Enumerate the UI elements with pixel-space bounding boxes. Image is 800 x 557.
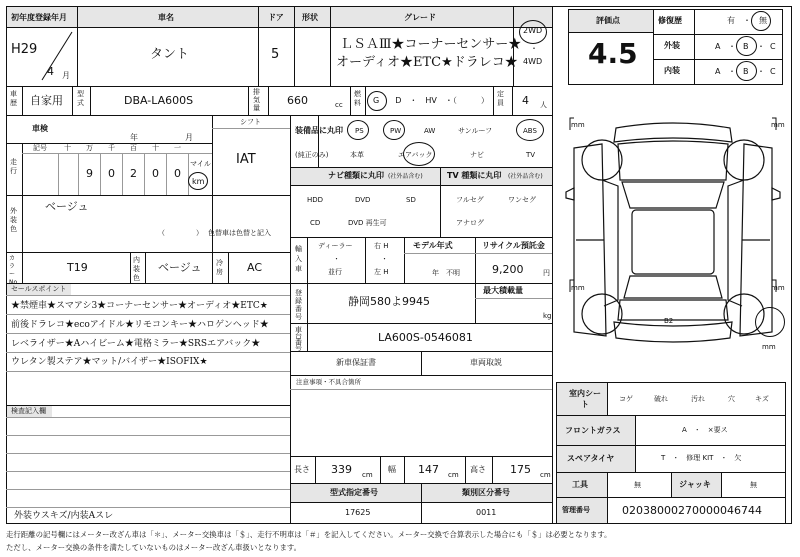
mileage-mark-label: 記号 — [33, 144, 47, 152]
exterior-grade-a: A — [715, 42, 721, 51]
footer-line-2: ただし、メーター交換の条件を満たしていないものはメーター改ざん車扱いとなります。 — [6, 543, 302, 552]
capacity-value: 4 — [522, 94, 529, 107]
chassis-value: LA600S-0546081 — [378, 331, 473, 344]
tv-note: (社外品含む) — [508, 173, 543, 180]
width-unit: cm — [448, 471, 459, 479]
navi-note: (社外品含む) — [388, 173, 423, 180]
mile-label: マイル — [190, 160, 211, 168]
jack-label: ジャッキ — [679, 480, 711, 489]
max-load-label: 最大積載量 — [483, 286, 523, 295]
equip-airbag: エアバック — [398, 151, 433, 159]
height-value: 175 — [510, 463, 531, 476]
mileage-digit-1: 0 — [174, 167, 181, 180]
new-warranty: 新車保証書 — [336, 358, 376, 367]
shift-label: シフト — [240, 118, 261, 126]
equip-abs: ABS — [523, 127, 537, 135]
import-dot-2: ・ — [381, 255, 388, 263]
first-reg-month: 4 — [47, 65, 54, 78]
category-value: 0011 — [476, 508, 497, 517]
inspector-note: 外装ウスキズ/内装Aスレ — [14, 511, 114, 521]
shift-value: IAT — [236, 152, 256, 167]
tire-mm-front-right: mm — [771, 121, 785, 129]
score-value: 4.5 — [588, 37, 638, 70]
recycle-label: リサイクル預託金 — [482, 241, 545, 250]
drive-2wd-circle — [519, 20, 547, 44]
height-unit: cm — [540, 471, 551, 479]
usage-label: 車歴 — [10, 90, 17, 107]
interior-grade-b: B — [743, 67, 749, 76]
door-label: ドア — [268, 13, 284, 22]
color-no-label: カラーNo. — [9, 255, 19, 286]
interior-color-label: 内装色 — [133, 256, 140, 282]
import-label: 輸入車 — [295, 245, 302, 273]
car-diagram — [556, 100, 790, 372]
interior-dot-1: ・ — [728, 67, 736, 76]
tv-title: TV 種類に丸印 — [447, 171, 502, 180]
model-year-value: 年 不明 — [432, 269, 460, 277]
seat-opt-tear: 破れ — [654, 395, 668, 403]
registration-value: 静岡580よ9945 — [348, 295, 430, 308]
shaken-month-unit: 月 — [185, 133, 193, 142]
interior-grade-label: 内装 — [664, 66, 680, 75]
km-label: km — [192, 177, 205, 186]
import-parallel: 並行 — [328, 268, 342, 276]
interior-dot-2: ・ — [757, 67, 765, 76]
repair-label: 修復歴 — [658, 16, 682, 25]
mileage-digit-1k: 0 — [108, 167, 115, 180]
capacity-unit: 人 — [540, 101, 547, 109]
grade-label: グレード — [404, 13, 436, 22]
fuel-label: 燃料 — [354, 90, 361, 107]
registration-label: 登録番号 — [295, 289, 302, 321]
width-value: 147 — [418, 463, 439, 476]
equip-leather: 本革 — [350, 151, 364, 159]
navi-sd: SD — [406, 196, 416, 204]
tools-label: 工具 — [572, 480, 588, 489]
vehicle-manual: 車両取説 — [470, 358, 502, 367]
glass-options: A ・ ×要ス — [682, 426, 728, 434]
shaken-year-unit: 年 — [130, 133, 138, 142]
exterior-color-note: 色替車は色替と記入 — [208, 229, 271, 237]
digit-header-100k: 十 — [64, 144, 71, 152]
equip-ps: PS — [355, 127, 364, 135]
recycle-value: 9,200 — [492, 263, 524, 276]
model-year-label: モデル年式 — [413, 241, 453, 250]
type-cert-label: 型式指定番号 — [330, 488, 378, 497]
mileage-digit-10: 0 — [152, 167, 159, 180]
sales-points-label: セールスポイント — [11, 285, 67, 293]
length-unit: cm — [362, 471, 373, 479]
digit-header-1k: 千 — [108, 144, 115, 152]
spare-tire-icon — [755, 307, 785, 337]
notes-label: 注意事項・不具合箇所 — [296, 378, 361, 386]
mgmt-value: 02038000270000046744 — [622, 504, 762, 517]
sales-line-2: 前後ドラレコ★ecoアイドル★リモコンキー★ハロゲンヘッド★ — [11, 320, 269, 330]
interior-b-circle — [736, 61, 757, 81]
equip-pw-circle — [383, 120, 405, 140]
exterior-b-circle — [736, 36, 757, 56]
equip-airbag-circle — [403, 142, 435, 166]
sales-line-1: ★禁煙車★スマアシ3★コーナーセンサー★オーディオ★ETC★ — [11, 301, 268, 311]
exterior-dot-2: ・ — [757, 42, 765, 51]
mileage-label: 走行 — [10, 158, 17, 175]
equip-aw: AW — [424, 127, 436, 135]
equip-abs-circle — [516, 119, 544, 141]
first-reg-label: 初年度登録年月 — [11, 13, 67, 22]
exterior-grade-c: C — [770, 42, 776, 51]
tools-value: 無 — [634, 481, 641, 489]
repair-none-circle — [751, 11, 771, 31]
capacity-label: 定員 — [497, 90, 504, 107]
max-load-unit: kg — [543, 312, 552, 320]
import-dot: ・ — [333, 255, 340, 263]
spare-tire-label: スペアタイヤ — [567, 454, 615, 463]
tv-analog: アナログ — [456, 219, 484, 227]
displacement-value: 660 — [287, 94, 308, 107]
inspector-label: 検査記入欄 — [11, 407, 46, 415]
fuel-options: G D ・ HV ・（ ） — [373, 96, 489, 105]
footer-line-1: 走行距離の記号欄にはメーター改ざん車は「＊」、メーター交換車は「＄」、走行不明車は「＃」を記入してください。メーター交換で合算表示した場合にも「＄」は必要となります。 — [6, 530, 612, 539]
grade-line-1: ＬＳＡⅢ★コーナーセンサー★ — [340, 37, 522, 52]
spare-tire-options: T ・ 修理 KIT ・ 欠 — [661, 454, 742, 462]
length-value: 339 — [331, 463, 352, 476]
exterior-color-label: 外装色 — [10, 207, 17, 233]
category-label: 類別区分番号 — [462, 488, 510, 497]
navi-dvd: DVD — [355, 196, 371, 204]
seat-opt-scratch: キズ — [755, 395, 769, 403]
color-no-value: T19 — [67, 261, 88, 274]
exterior-color-value: ベージュ — [45, 200, 89, 213]
equip-navi: ナビ — [470, 151, 484, 159]
damage-mark-b2: B2 — [664, 317, 674, 325]
chassis-label: 車台番号 — [295, 326, 302, 352]
tire-mm-rear-left: mm — [571, 284, 585, 292]
glass-label: フロントガラス — [565, 426, 621, 435]
navi-dvd-play: DVD 再生可 — [348, 219, 387, 227]
fuel-g-circle — [367, 91, 387, 111]
import-dealer: ディーラー — [318, 242, 353, 250]
tv-oneseg: ワンセグ — [508, 196, 536, 204]
ac-label: 冷房 — [216, 259, 223, 276]
navi-title: ナビ種類に丸印 — [328, 171, 384, 180]
drive-4wd: 4WD — [523, 57, 543, 66]
exterior-paren-close: ） — [196, 229, 203, 237]
grade-line-2: オーディオ★ETC★ドラレコ★ — [336, 55, 518, 70]
interior-color-value: ベージュ — [158, 261, 202, 274]
sales-line-4: ウレタン製ステア★マット/バイザー★ISOFIX★ — [11, 357, 208, 367]
equipment-subtitle: (純正のみ) — [295, 151, 329, 159]
drive-dot: ・ — [530, 44, 538, 53]
seat-opt-stain: 汚れ — [691, 395, 705, 403]
recycle-unit: 円 — [543, 269, 550, 277]
width-label: 幅 — [388, 465, 396, 474]
type-cert-value: 17625 — [345, 508, 371, 517]
digit-header-10k: 万 — [86, 144, 93, 152]
shaken-label: 車検 — [32, 124, 48, 133]
exterior-grade-b: B — [743, 42, 749, 51]
digit-header-1: 一 — [174, 144, 181, 152]
tire-mm-spare: mm — [762, 343, 776, 351]
model-label: 型式 — [77, 90, 84, 107]
sales-line-3: レベライザー★Aハイビーム★電格ミラー★SRSエアバック★ — [11, 339, 261, 349]
digit-header-10: 十 — [152, 144, 159, 152]
car-name: タント — [150, 47, 190, 62]
mgmt-label: 管理番号 — [562, 506, 590, 514]
jack-value: 無 — [750, 481, 757, 489]
seat-opt-burn: コゲ — [619, 395, 633, 403]
repair-options: 有 ・ 無 — [727, 16, 767, 25]
exterior-grade-label: 外装 — [664, 41, 680, 50]
navi-cd: CD — [310, 219, 321, 227]
tire-mm-front-left: mm — [571, 121, 585, 129]
import-left-h: 左 H — [374, 268, 389, 276]
door-value: 5 — [271, 47, 280, 62]
tv-fullseg: フルセグ — [456, 196, 484, 204]
equip-pw: PW — [390, 127, 402, 135]
shape-label: 形状 — [302, 13, 318, 22]
displacement-unit: cc — [335, 101, 343, 109]
height-label: 高さ — [470, 465, 486, 474]
displacement-label: 排気量 — [253, 88, 260, 112]
drive-2wd: 2WD — [523, 26, 543, 35]
digit-header-100: 百 — [130, 144, 137, 152]
import-right-h: 右 H — [374, 242, 389, 250]
car-name-label: 車名 — [158, 13, 174, 22]
length-label: 長さ — [294, 465, 310, 474]
exterior-dot-1: ・ — [728, 42, 736, 51]
exterior-paren-open: （ — [158, 229, 165, 237]
mileage-digit-100: 2 — [130, 167, 137, 180]
km-circle — [188, 172, 208, 190]
ac-value: AC — [247, 261, 263, 274]
navi-hdd: HDD — [307, 196, 324, 204]
seat-opt-hole: 穴 — [728, 395, 735, 403]
score-label: 評価点 — [596, 16, 620, 25]
equip-tv: TV — [526, 151, 536, 159]
seat-label: 室内シート — [569, 389, 601, 409]
interior-grade-a: A — [715, 67, 721, 76]
first-reg-era: H29 — [11, 42, 38, 57]
equip-ps-circle — [347, 120, 369, 140]
model-value: DBA-LA600S — [124, 94, 194, 107]
interior-grade-c: C — [770, 67, 776, 76]
equip-sunroof: サンルーフ — [458, 127, 493, 135]
tire-mm-rear-right: mm — [771, 284, 785, 292]
mileage-digit-10k: 9 — [86, 167, 93, 180]
usage-value: 自家用 — [30, 94, 63, 107]
equipment-title: 装備品に丸印 — [295, 126, 343, 135]
first-reg-month-unit: 月 — [62, 71, 70, 80]
